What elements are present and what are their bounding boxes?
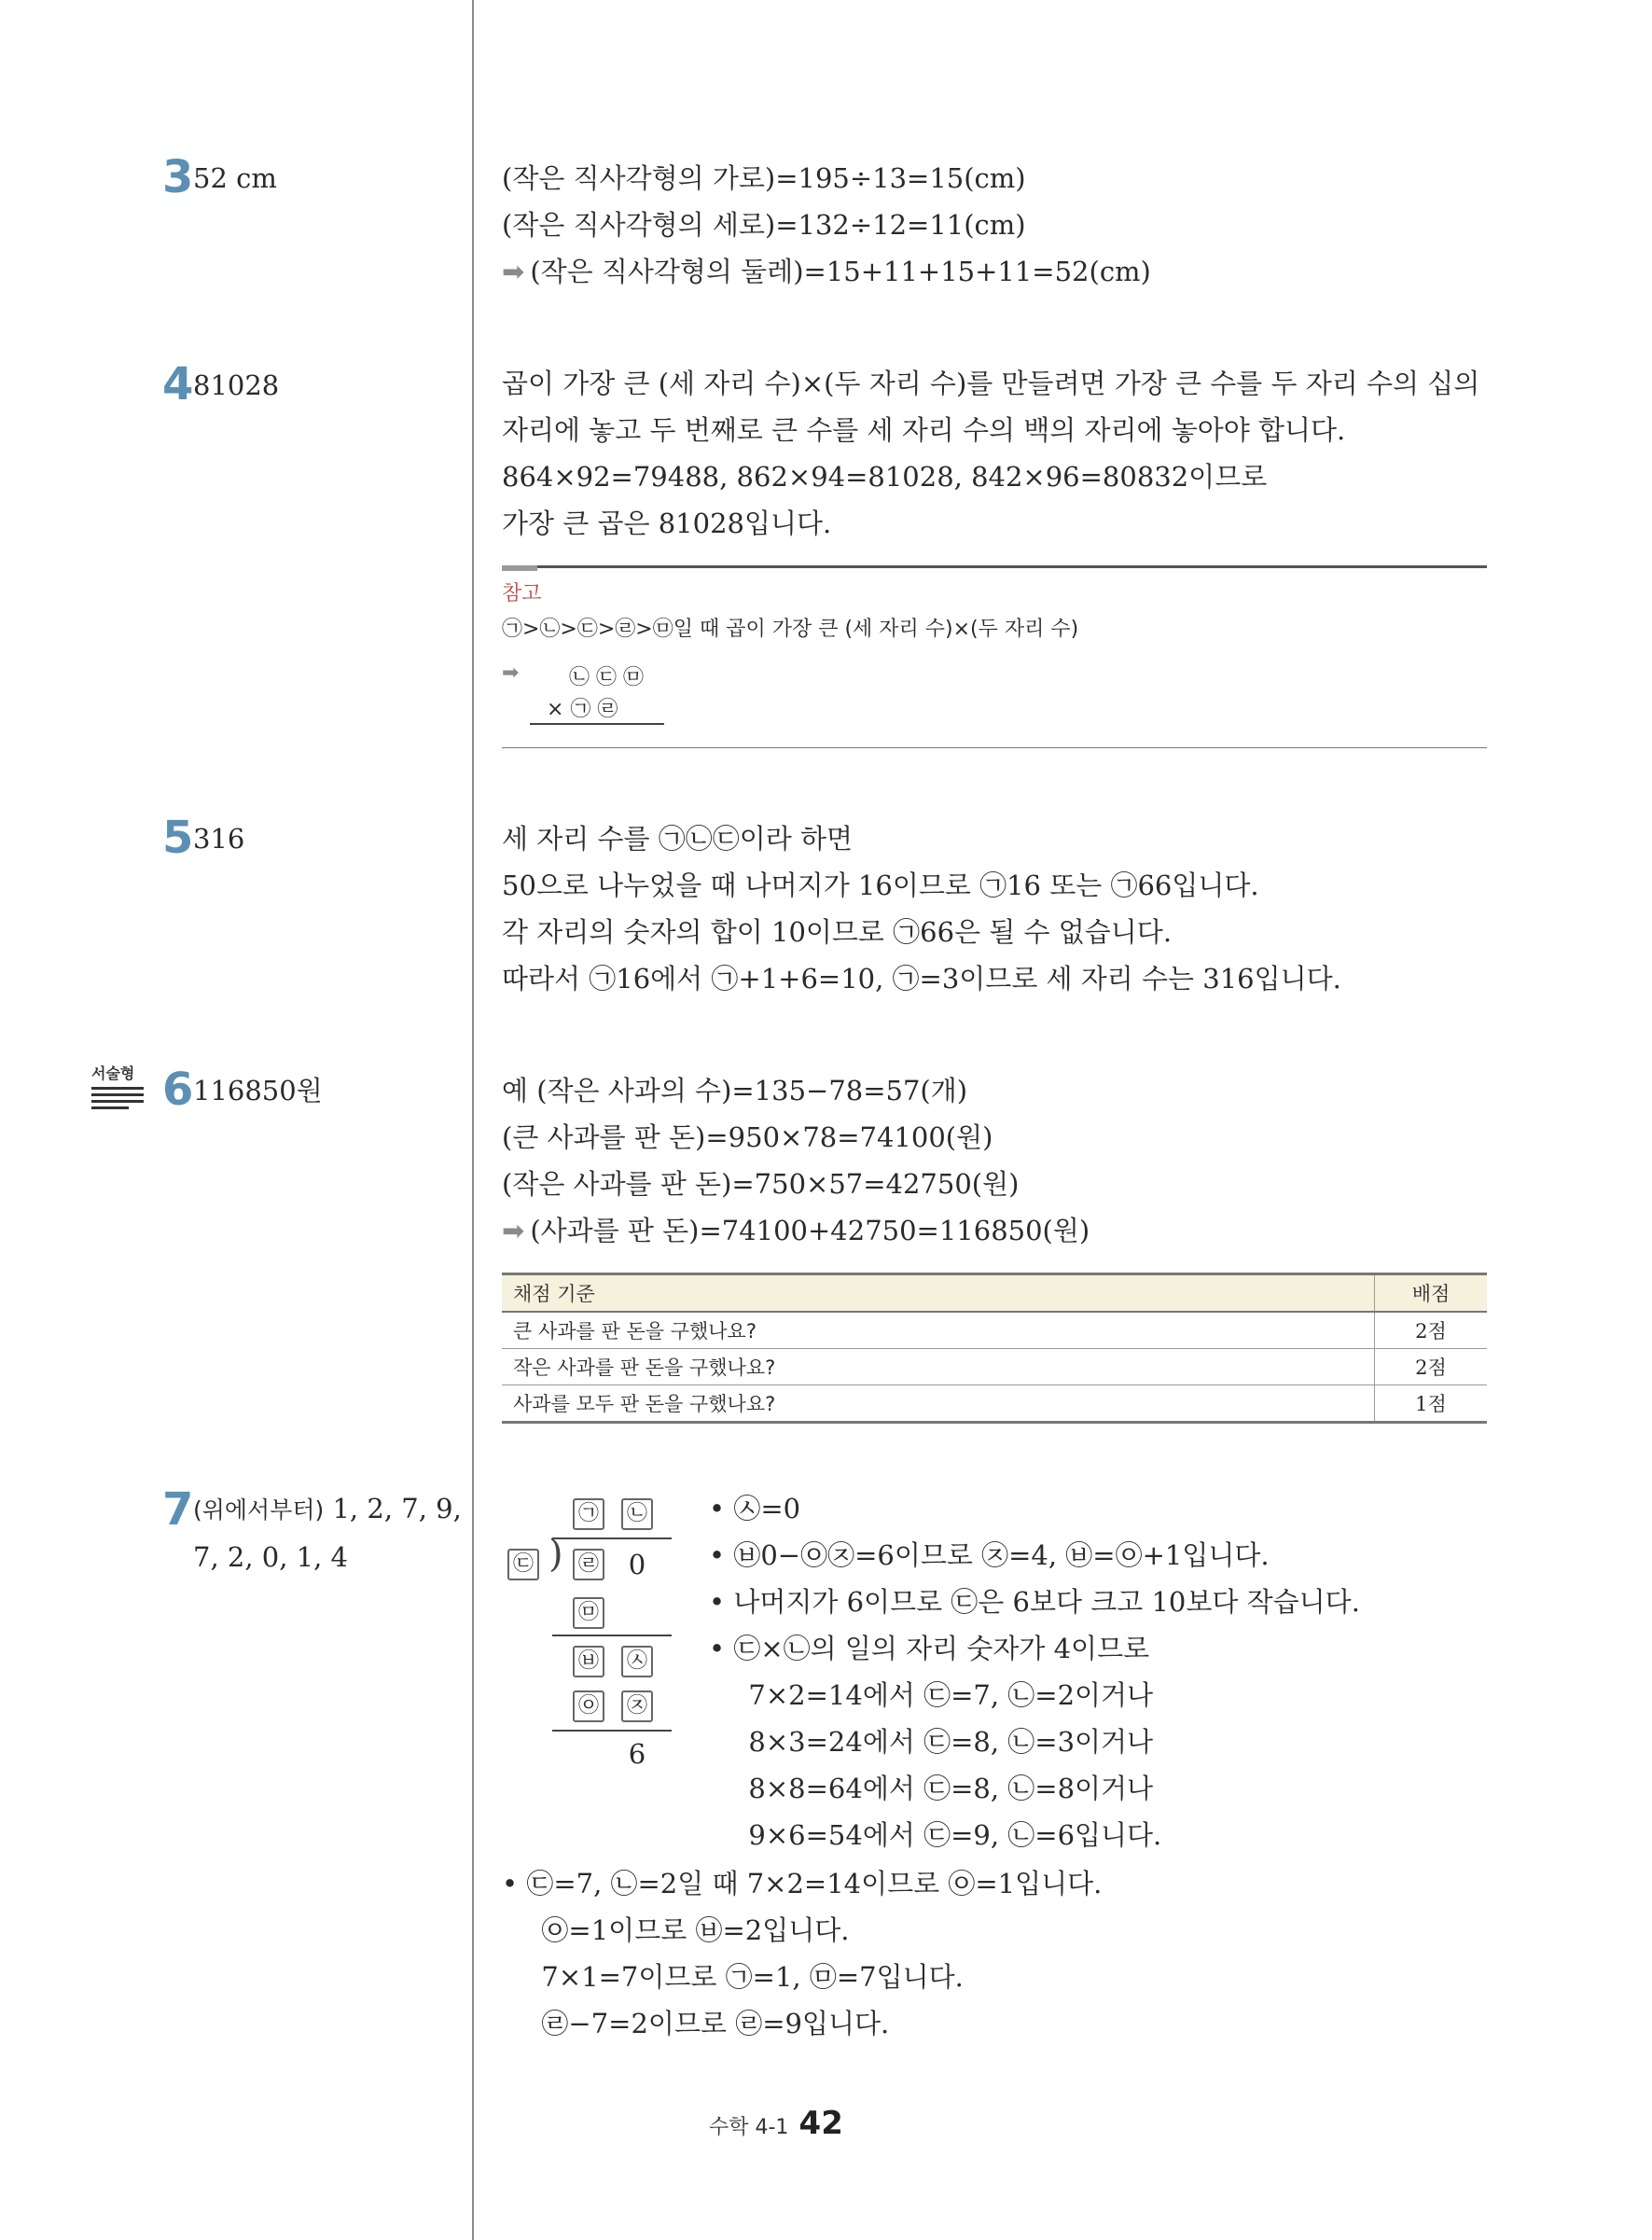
solution-6-line-4-text: (사과를 판 돈)=74100+42750=116850(원): [530, 1215, 1090, 1246]
page-footer: [709, 2105, 843, 2142]
solution-3-line-3: [502, 248, 1151, 295]
arrow-right-icon: ➡: [502, 1215, 525, 1246]
list-item: • ㉦=0: [709, 1493, 801, 1524]
arrow-right-icon: ➡: [502, 256, 525, 287]
question-number-7: 7: [162, 1483, 194, 1536]
reference-note: [502, 565, 1487, 748]
remainder-value: 6: [628, 1738, 646, 1770]
list-item: 8×3=24에서 ㉢=8, ㉡=3이거나: [731, 1726, 1154, 1758]
dividend-digit: 0: [628, 1549, 646, 1580]
question-number-4: 4: [162, 358, 194, 410]
answer-5: 316: [193, 823, 245, 855]
note-multiplicand: ㉡ ㉢ ㉤: [569, 666, 644, 689]
solution-5: [502, 815, 1341, 1002]
note-label: 참고: [502, 582, 542, 605]
grading-criteria: 작은 사과를 판 돈을 구했나요?: [502, 1349, 1375, 1385]
list-item: 7×1=7이므로 ㉠=1, ㉤=7입니다.: [524, 1961, 964, 1993]
solution-4-line-2: 자리에 놓고 두 번째로 큰 수를 세 자리 수의 백의 자리에 놓아야 합니다.: [502, 414, 1346, 446]
solution-6-line-4: [502, 1207, 1090, 1254]
solution-6: [502, 1067, 1090, 1254]
question-number-5: 5: [162, 812, 194, 864]
badge-line: [91, 1093, 144, 1096]
dividend-box: ㉣: [573, 1549, 604, 1580]
solution-5-line-2: 50으로 나누었을 때 나머지가 16이므로 ㉠16 또는 ㉠66입니다.: [502, 870, 1259, 901]
answer-4: 81028: [193, 369, 280, 401]
remainder-box: ㉦: [621, 1646, 653, 1677]
solution-4: [502, 360, 1479, 547]
grading-criteria: 사과를 모두 판 돈을 구했나요?: [502, 1385, 1375, 1423]
answer-7: [193, 1485, 462, 1580]
note-underline: [530, 723, 664, 725]
quotient-box: ㉡: [621, 1498, 653, 1530]
table-row: [502, 1385, 1487, 1423]
grading-header-points: 배점: [1375, 1274, 1488, 1313]
list-item: • ㉥0−㉧㉨=6이므로 ㉨=4, ㉥=㉧+1입니다.: [709, 1539, 1270, 1571]
note-line: ㉠>㉡>㉢>㉣>㉤일 때 곱이 가장 큰 (세 자리 수)×(두 자리 수): [502, 618, 1079, 641]
divisor-box: ㉢: [507, 1549, 539, 1580]
grading-criteria: 큰 사과를 판 돈을 구했나요?: [502, 1312, 1375, 1349]
grading-header-row: [502, 1274, 1487, 1313]
descriptive-badge: [91, 1062, 147, 1109]
solution-3-line-2: (작은 직사각형의 세로)=132÷12=11(cm): [502, 209, 1026, 241]
subtract-box: ㉨: [621, 1690, 653, 1722]
division-bar: [552, 1537, 672, 1539]
list-item: 8×8=64에서 ㉢=8, ㉡=8이거나: [731, 1773, 1154, 1804]
list-item: ㉧=1이므로 ㉥=2입니다.: [524, 1914, 850, 1946]
subtract-box: ㉤: [573, 1597, 604, 1629]
table-row: [502, 1349, 1487, 1385]
list-item: 9×6=54에서 ㉢=9, ㉡=6입니다.: [731, 1819, 1162, 1851]
answer-7-line-2: 7, 2, 0, 1, 4: [193, 1541, 348, 1573]
division-line: [552, 1635, 672, 1636]
list-item: 7×2=14에서 ㉢=7, ㉡=2이거나: [731, 1679, 1154, 1711]
answer-7-prefix: (위에서부터): [193, 1496, 325, 1523]
note-multiplier: × ㉠ ㉣: [547, 698, 618, 721]
grading-points: 1점: [1375, 1385, 1488, 1423]
subtract-box: ㉧: [573, 1690, 604, 1722]
question-number-3: 3: [162, 151, 194, 203]
solution-4-line-3: 864×92=79488, 862×94=81028, 842×96=80832이므로: [502, 461, 1268, 493]
grading-points: 2점: [1375, 1312, 1488, 1349]
table-row: [502, 1312, 1487, 1349]
solution-5-line-3: 각 자리의 숫자의 합이 10이므로 ㉠66은 될 수 없습니다.: [502, 916, 1173, 948]
page-number: 42: [798, 2105, 843, 2142]
solution-6-line-2: (큰 사과를 판 돈)=950×78=74100(원): [502, 1121, 993, 1153]
list-item: • ㉢=7, ㉡=2일 때 7×2=14이므로 ㉧=1입니다.: [502, 1868, 1103, 1899]
arrow-right-icon: ➡: [502, 661, 520, 685]
solution-7-conclusion: [502, 1860, 1102, 2047]
list-item: • 나머지가 6이므로 ㉢은 6보다 크고 10보다 작습니다.: [709, 1586, 1360, 1618]
solution-3-line-1: (작은 직사각형의 가로)=195÷13=15(cm): [502, 162, 1026, 194]
badge-line: [91, 1106, 129, 1109]
answer-7-values-1: 1, 2, 7, 9,: [332, 1493, 462, 1524]
solution-3-line-3-text: (작은 직사각형의 둘레)=15+11+15+11=52(cm): [530, 256, 1151, 287]
solution-4-line-1: 곱이 가장 큰 (세 자리 수)×(두 자리 수)를 만들려면 가장 큰 수를 두 자리 수의 십의: [502, 368, 1480, 399]
grading-header-criteria: 채점 기준: [502, 1274, 1375, 1313]
solution-3: [502, 155, 1151, 295]
column-divider: [472, 0, 474, 2240]
badge-label: 서술형: [91, 1064, 135, 1082]
grading-table: [502, 1273, 1487, 1424]
solution-7-bullets: [709, 1485, 1360, 1858]
question-number-6: 6: [162, 1064, 194, 1116]
remainder-box: ㉥: [573, 1646, 604, 1677]
quotient-box: ㉠: [573, 1498, 604, 1530]
solution-4-line-4: 가장 큰 곱은 81028입니다.: [502, 508, 832, 539]
solution-6-line-3: (작은 사과를 판 돈)=750×57=42750(원): [502, 1168, 1020, 1200]
list-item: ㉣−7=2이므로 ㉣=9입니다.: [524, 2008, 890, 2039]
answer-6: 116850원: [193, 1075, 323, 1106]
note-tab: [502, 565, 537, 571]
badge-line: [91, 1087, 144, 1090]
grading-points: 2점: [1375, 1349, 1488, 1385]
division-line: [552, 1730, 672, 1732]
footer-subject: 수학 4-1: [709, 2116, 789, 2139]
badge-line: [91, 1100, 144, 1103]
solution-6-line-1: 예 (작은 사과의 수)=135−78=57(개): [502, 1075, 968, 1106]
answer-7-line-1: [193, 1485, 462, 1534]
division-bracket: ): [548, 1533, 563, 1576]
answer-3: 52 cm: [193, 162, 277, 194]
solution-5-line-1: 세 자리 수를 ㉠㉡㉢이라 하면: [502, 823, 853, 855]
solution-5-line-4: 따라서 ㉠16에서 ㉠+1+6=10, ㉠=3이므로 세 자리 수는 316입니다.: [502, 963, 1341, 995]
list-item: • ㉢×㉡의 일의 자리 숫자가 4이므로: [709, 1633, 1150, 1664]
